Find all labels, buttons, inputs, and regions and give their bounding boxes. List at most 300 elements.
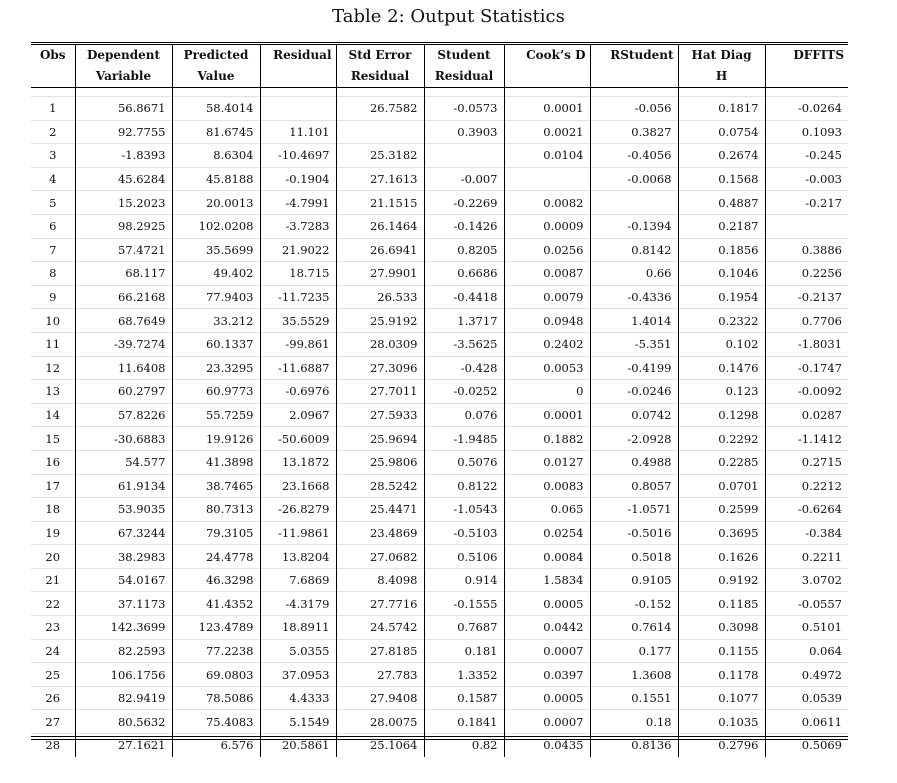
value-cell: 0.7687 <box>424 616 504 640</box>
column-header: Dependent <box>75 45 172 67</box>
value-cell: 27.3096 <box>336 356 424 380</box>
value-cell: 66.2168 <box>75 285 172 309</box>
value-cell: 11.6408 <box>75 356 172 380</box>
value-cell: 79.3105 <box>172 521 260 545</box>
value-cell: 0.0127 <box>504 450 590 474</box>
value-cell: 5.1549 <box>260 710 336 734</box>
obs-cell: 7 <box>31 238 75 262</box>
value-cell: 60.1337 <box>172 332 260 356</box>
value-cell: 1.5834 <box>504 568 590 592</box>
value-cell: 1.3608 <box>590 663 678 687</box>
value-cell: -3.7283 <box>260 214 336 238</box>
value-cell: 0.1298 <box>678 403 765 427</box>
value-cell: 25.4471 <box>336 498 424 522</box>
value-cell: 0.5018 <box>590 545 678 569</box>
value-cell <box>336 120 424 144</box>
value-cell: 0.181 <box>424 639 504 663</box>
value-cell: 0.0079 <box>504 285 590 309</box>
value-cell <box>765 214 848 238</box>
value-cell: 0.7706 <box>765 309 848 333</box>
value-cell: 0.0701 <box>678 474 765 498</box>
value-cell: -1.8393 <box>75 144 172 168</box>
obs-cell: 2 <box>31 120 75 144</box>
value-cell: 56.8671 <box>75 97 172 121</box>
value-cell: 0.7614 <box>590 616 678 640</box>
value-cell: 0.1587 <box>424 686 504 710</box>
column-header: Predicted <box>172 45 260 67</box>
value-cell: 0.3098 <box>678 616 765 640</box>
value-cell: -0.152 <box>590 592 678 616</box>
value-cell: -50.6009 <box>260 427 336 451</box>
value-cell: 0.0397 <box>504 663 590 687</box>
value-cell: 69.0803 <box>172 663 260 687</box>
value-cell: -1.1412 <box>765 427 848 451</box>
value-cell: -0.0092 <box>765 380 848 404</box>
value-cell: 0.5069 <box>765 734 848 757</box>
value-cell: -0.2269 <box>424 191 504 215</box>
value-cell: 82.9419 <box>75 686 172 710</box>
value-cell: 0.0435 <box>504 734 590 757</box>
value-cell: 0.914 <box>424 568 504 592</box>
column-header: Std Error <box>336 45 424 67</box>
value-cell: 21.9022 <box>260 238 336 262</box>
column-header-sub: H <box>678 66 765 88</box>
obs-cell: 6 <box>31 214 75 238</box>
value-cell: -1.9485 <box>424 427 504 451</box>
value-cell: 38.7465 <box>172 474 260 498</box>
value-cell: -0.4336 <box>590 285 678 309</box>
column-header: Student <box>424 45 504 67</box>
value-cell: 0.0001 <box>504 97 590 121</box>
obs-cell: 17 <box>31 474 75 498</box>
value-cell: 27.7011 <box>336 380 424 404</box>
value-cell: 77.9403 <box>172 285 260 309</box>
value-cell: -39.7274 <box>75 332 172 356</box>
value-cell: 0.8136 <box>590 734 678 757</box>
value-cell: 0.0104 <box>504 144 590 168</box>
value-cell: 6.576 <box>172 734 260 757</box>
value-cell: 0.0005 <box>504 592 590 616</box>
column-header-sub <box>504 66 590 88</box>
value-cell: 27.5933 <box>336 403 424 427</box>
value-cell: -3.5625 <box>424 332 504 356</box>
value-cell: 0.0256 <box>504 238 590 262</box>
value-cell: -0.056 <box>590 97 678 121</box>
value-cell: 0.1817 <box>678 97 765 121</box>
value-cell: -0.428 <box>424 356 504 380</box>
value-cell: 27.7716 <box>336 592 424 616</box>
table-row <box>31 144 848 168</box>
value-cell: 0.6686 <box>424 262 504 286</box>
value-cell: -0.4199 <box>590 356 678 380</box>
value-cell: 1.4014 <box>590 309 678 333</box>
value-cell: 0.1568 <box>678 167 765 191</box>
value-cell: 0.0053 <box>504 356 590 380</box>
value-cell: -0.003 <box>765 167 848 191</box>
value-cell: 0.2211 <box>765 545 848 569</box>
table-row <box>31 97 848 121</box>
table-row <box>31 710 848 734</box>
value-cell: -0.0068 <box>590 167 678 191</box>
value-cell: 67.3244 <box>75 521 172 545</box>
value-cell: 0.0287 <box>765 403 848 427</box>
table-row <box>31 120 848 144</box>
value-cell: 45.6284 <box>75 167 172 191</box>
value-cell <box>504 167 590 191</box>
value-cell: 0.0082 <box>504 191 590 215</box>
value-cell: 80.5632 <box>75 710 172 734</box>
obs-cell: 26 <box>31 686 75 710</box>
value-cell: 0.3827 <box>590 120 678 144</box>
value-cell: -0.2137 <box>765 285 848 309</box>
value-cell: 35.5529 <box>260 309 336 333</box>
value-cell: 23.3295 <box>172 356 260 380</box>
value-cell: 25.1064 <box>336 734 424 757</box>
value-cell: 60.2797 <box>75 380 172 404</box>
value-cell: 25.3182 <box>336 144 424 168</box>
obs-cell: 23 <box>31 616 75 640</box>
value-cell: 0.2715 <box>765 450 848 474</box>
value-cell: 0.0007 <box>504 710 590 734</box>
value-cell: -0.6264 <box>765 498 848 522</box>
value-cell: 0.1093 <box>765 120 848 144</box>
value-cell: 0.0005 <box>504 686 590 710</box>
column-header-sub <box>765 66 848 88</box>
table-row <box>31 191 848 215</box>
table-row <box>31 568 848 592</box>
value-cell: 35.5699 <box>172 238 260 262</box>
value-cell: 0.2212 <box>765 474 848 498</box>
value-cell: 0.123 <box>678 380 765 404</box>
value-cell: 57.8226 <box>75 403 172 427</box>
value-cell: 0.2796 <box>678 734 765 757</box>
value-cell: 57.4721 <box>75 238 172 262</box>
value-cell: 38.2983 <box>75 545 172 569</box>
value-cell: 15.2023 <box>75 191 172 215</box>
value-cell: 106.1756 <box>75 663 172 687</box>
value-cell: 0.0442 <box>504 616 590 640</box>
value-cell: 0.0083 <box>504 474 590 498</box>
value-cell: 26.533 <box>336 285 424 309</box>
value-cell <box>260 97 336 121</box>
value-cell: 0.102 <box>678 332 765 356</box>
value-cell: 24.4778 <box>172 545 260 569</box>
top-rule <box>31 42 848 43</box>
obs-cell: 21 <box>31 568 75 592</box>
value-cell: 68.7649 <box>75 309 172 333</box>
obs-cell: 11 <box>31 332 75 356</box>
column-header-sub <box>260 66 336 88</box>
obs-cell: 8 <box>31 262 75 286</box>
obs-cell: 10 <box>31 309 75 333</box>
column-header-sub: Value <box>172 66 260 88</box>
value-cell: 77.2238 <box>172 639 260 663</box>
value-cell: -0.5103 <box>424 521 504 545</box>
table-row <box>31 498 848 522</box>
value-cell: 3.0702 <box>765 568 848 592</box>
value-cell: 5.0355 <box>260 639 336 663</box>
value-cell: -1.0543 <box>424 498 504 522</box>
value-cell: 0.1856 <box>678 238 765 262</box>
value-cell: 18.8911 <box>260 616 336 640</box>
value-cell: 0.0001 <box>504 403 590 427</box>
table-row <box>31 450 848 474</box>
value-cell: -0.0264 <box>765 97 848 121</box>
column-header-sub: Residual <box>336 66 424 88</box>
value-cell: 0.1626 <box>678 545 765 569</box>
value-cell: -0.1394 <box>590 214 678 238</box>
value-cell: 81.6745 <box>172 120 260 144</box>
value-cell: -2.0928 <box>590 427 678 451</box>
obs-cell: 24 <box>31 639 75 663</box>
table-row <box>31 427 848 451</box>
value-cell: 75.4083 <box>172 710 260 734</box>
value-cell: 0.2292 <box>678 427 765 451</box>
value-cell: 0.0084 <box>504 545 590 569</box>
value-cell: 0.0254 <box>504 521 590 545</box>
obs-cell: 4 <box>31 167 75 191</box>
value-cell: -0.245 <box>765 144 848 168</box>
value-cell: 102.0208 <box>172 214 260 238</box>
value-cell: -11.9861 <box>260 521 336 545</box>
value-cell: -0.0557 <box>765 592 848 616</box>
table-header <box>31 45 848 88</box>
table-row <box>31 380 848 404</box>
value-cell: 27.0682 <box>336 545 424 569</box>
table-row <box>31 238 848 262</box>
value-cell: 13.8204 <box>260 545 336 569</box>
value-cell: 28.0075 <box>336 710 424 734</box>
value-cell: 7.6869 <box>260 568 336 592</box>
value-cell: 1.3717 <box>424 309 504 333</box>
value-cell: 0.2285 <box>678 450 765 474</box>
value-cell: 53.9035 <box>75 498 172 522</box>
obs-cell: 22 <box>31 592 75 616</box>
column-header: Cook’s D <box>504 45 590 67</box>
value-cell: 0.0007 <box>504 639 590 663</box>
obs-cell: 9 <box>31 285 75 309</box>
value-cell: -0.5016 <box>590 521 678 545</box>
obs-cell: 20 <box>31 545 75 569</box>
value-cell: 23.1668 <box>260 474 336 498</box>
value-cell: 0.66 <box>590 262 678 286</box>
value-cell: 41.4352 <box>172 592 260 616</box>
value-cell: 25.9192 <box>336 309 424 333</box>
value-cell: -0.1904 <box>260 167 336 191</box>
value-cell: 61.9134 <box>75 474 172 498</box>
column-header-sub: Variable <box>75 66 172 88</box>
value-cell: 0.0742 <box>590 403 678 427</box>
value-cell: 8.4098 <box>336 568 424 592</box>
value-cell: 0.064 <box>765 639 848 663</box>
obs-cell: 5 <box>31 191 75 215</box>
value-cell: 0 <box>504 380 590 404</box>
value-cell: 0.5101 <box>765 616 848 640</box>
value-cell: -0.1426 <box>424 214 504 238</box>
value-cell: 27.1621 <box>75 734 172 757</box>
value-cell: -0.4418 <box>424 285 504 309</box>
value-cell: 0.2256 <box>765 262 848 286</box>
value-cell: 0.1155 <box>678 639 765 663</box>
value-cell: 0.1185 <box>678 592 765 616</box>
value-cell: -30.6883 <box>75 427 172 451</box>
value-cell: 0.2674 <box>678 144 765 168</box>
table-row <box>31 474 848 498</box>
value-cell: 49.402 <box>172 262 260 286</box>
obs-cell: 19 <box>31 521 75 545</box>
value-cell: 0.2322 <box>678 309 765 333</box>
value-cell: 0.0611 <box>765 710 848 734</box>
value-cell: -0.0252 <box>424 380 504 404</box>
value-cell: 0.177 <box>590 639 678 663</box>
value-cell: -11.6887 <box>260 356 336 380</box>
value-cell: 0.0948 <box>504 309 590 333</box>
value-cell: 0.0087 <box>504 262 590 286</box>
column-header-sub <box>590 66 678 88</box>
table-row <box>31 356 848 380</box>
value-cell: 0.9105 <box>590 568 678 592</box>
obs-cell: 14 <box>31 403 75 427</box>
value-cell: 18.715 <box>260 262 336 286</box>
value-cell: -0.0246 <box>590 380 678 404</box>
value-cell: -0.384 <box>765 521 848 545</box>
value-cell: 20.0013 <box>172 191 260 215</box>
value-cell: 0.5106 <box>424 545 504 569</box>
header-row-1 <box>31 45 848 67</box>
header-row-2 <box>31 66 848 88</box>
value-cell: 0.2599 <box>678 498 765 522</box>
value-cell: 0.4887 <box>678 191 765 215</box>
value-cell: 0.3886 <box>765 238 848 262</box>
value-cell: 2.0967 <box>260 403 336 427</box>
value-cell: 20.5861 <box>260 734 336 757</box>
value-cell: 37.1173 <box>75 592 172 616</box>
value-cell: 27.1613 <box>336 167 424 191</box>
value-cell: 0.1178 <box>678 663 765 687</box>
value-cell: 19.9126 <box>172 427 260 451</box>
value-cell: 0.4972 <box>765 663 848 687</box>
value-cell: -0.1555 <box>424 592 504 616</box>
value-cell: 0.1954 <box>678 285 765 309</box>
value-cell: 21.1515 <box>336 191 424 215</box>
value-cell: 28.5242 <box>336 474 424 498</box>
value-cell: -5.351 <box>590 332 678 356</box>
value-cell: 13.1872 <box>260 450 336 474</box>
column-header: DFFITS <box>765 45 848 67</box>
value-cell: 54.0167 <box>75 568 172 592</box>
bottom-rule-double <box>31 739 848 740</box>
obs-cell: 25 <box>31 663 75 687</box>
table-row <box>31 309 848 333</box>
value-cell <box>424 144 504 168</box>
value-cell: 23.4869 <box>336 521 424 545</box>
value-cell: -1.0571 <box>590 498 678 522</box>
value-cell: 0.5076 <box>424 450 504 474</box>
value-cell: 4.4333 <box>260 686 336 710</box>
value-cell: 25.9806 <box>336 450 424 474</box>
value-cell: 0.8122 <box>424 474 504 498</box>
value-cell: 33.212 <box>172 309 260 333</box>
header-spacer <box>31 88 848 97</box>
table-row <box>31 214 848 238</box>
value-cell: 1.3352 <box>424 663 504 687</box>
value-cell: 37.0953 <box>260 663 336 687</box>
value-cell: -26.8279 <box>260 498 336 522</box>
value-cell: 0.3903 <box>424 120 504 144</box>
value-cell: 123.4789 <box>172 616 260 640</box>
value-cell: 0.0021 <box>504 120 590 144</box>
value-cell: -0.0573 <box>424 97 504 121</box>
value-cell: 0.2402 <box>504 332 590 356</box>
value-cell: 0.2187 <box>678 214 765 238</box>
value-cell: 0.1046 <box>678 262 765 286</box>
value-cell: -11.7235 <box>260 285 336 309</box>
obs-cell: 16 <box>31 450 75 474</box>
value-cell: 0.0009 <box>504 214 590 238</box>
value-cell: 26.6941 <box>336 238 424 262</box>
value-cell: 27.9408 <box>336 686 424 710</box>
value-cell: 0.82 <box>424 734 504 757</box>
table-row <box>31 592 848 616</box>
value-cell: 0.8057 <box>590 474 678 498</box>
output-statistics-table <box>31 44 848 757</box>
value-cell: 0.1841 <box>424 710 504 734</box>
value-cell: 0.1551 <box>590 686 678 710</box>
value-cell: 80.7313 <box>172 498 260 522</box>
value-cell: 0.8142 <box>590 238 678 262</box>
value-cell: -0.217 <box>765 191 848 215</box>
value-cell: 55.7259 <box>172 403 260 427</box>
table-row <box>31 285 848 309</box>
value-cell: 0.8205 <box>424 238 504 262</box>
obs-cell: 28 <box>31 734 75 757</box>
value-cell: 0.1077 <box>678 686 765 710</box>
column-header: Obs <box>31 45 75 67</box>
value-cell: -99.861 <box>260 332 336 356</box>
obs-cell: 15 <box>31 427 75 451</box>
table-row <box>31 545 848 569</box>
value-cell: -0.4056 <box>590 144 678 168</box>
value-cell: 27.8185 <box>336 639 424 663</box>
value-cell: 25.9694 <box>336 427 424 451</box>
value-cell <box>590 191 678 215</box>
table-row <box>31 663 848 687</box>
value-cell: 0.3695 <box>678 521 765 545</box>
value-cell: 78.5086 <box>172 686 260 710</box>
table-caption: Table 2: Output Statistics <box>332 6 565 27</box>
value-cell: 0.4988 <box>590 450 678 474</box>
value-cell: 27.9901 <box>336 262 424 286</box>
value-cell: 0.18 <box>590 710 678 734</box>
table-row <box>31 686 848 710</box>
value-cell: -0.1747 <box>765 356 848 380</box>
value-cell: 8.6304 <box>172 144 260 168</box>
obs-cell: 12 <box>31 356 75 380</box>
value-cell: 54.577 <box>75 450 172 474</box>
column-header-sub <box>31 66 75 88</box>
value-cell: 41.3898 <box>172 450 260 474</box>
value-cell: 0.065 <box>504 498 590 522</box>
value-cell: 24.5742 <box>336 616 424 640</box>
bottom-rule <box>31 736 848 737</box>
value-cell: -0.6976 <box>260 380 336 404</box>
value-cell: 0.0539 <box>765 686 848 710</box>
obs-cell: 1 <box>31 97 75 121</box>
value-cell: 142.3699 <box>75 616 172 640</box>
obs-cell: 13 <box>31 380 75 404</box>
value-cell: 26.7582 <box>336 97 424 121</box>
table-row <box>31 521 848 545</box>
